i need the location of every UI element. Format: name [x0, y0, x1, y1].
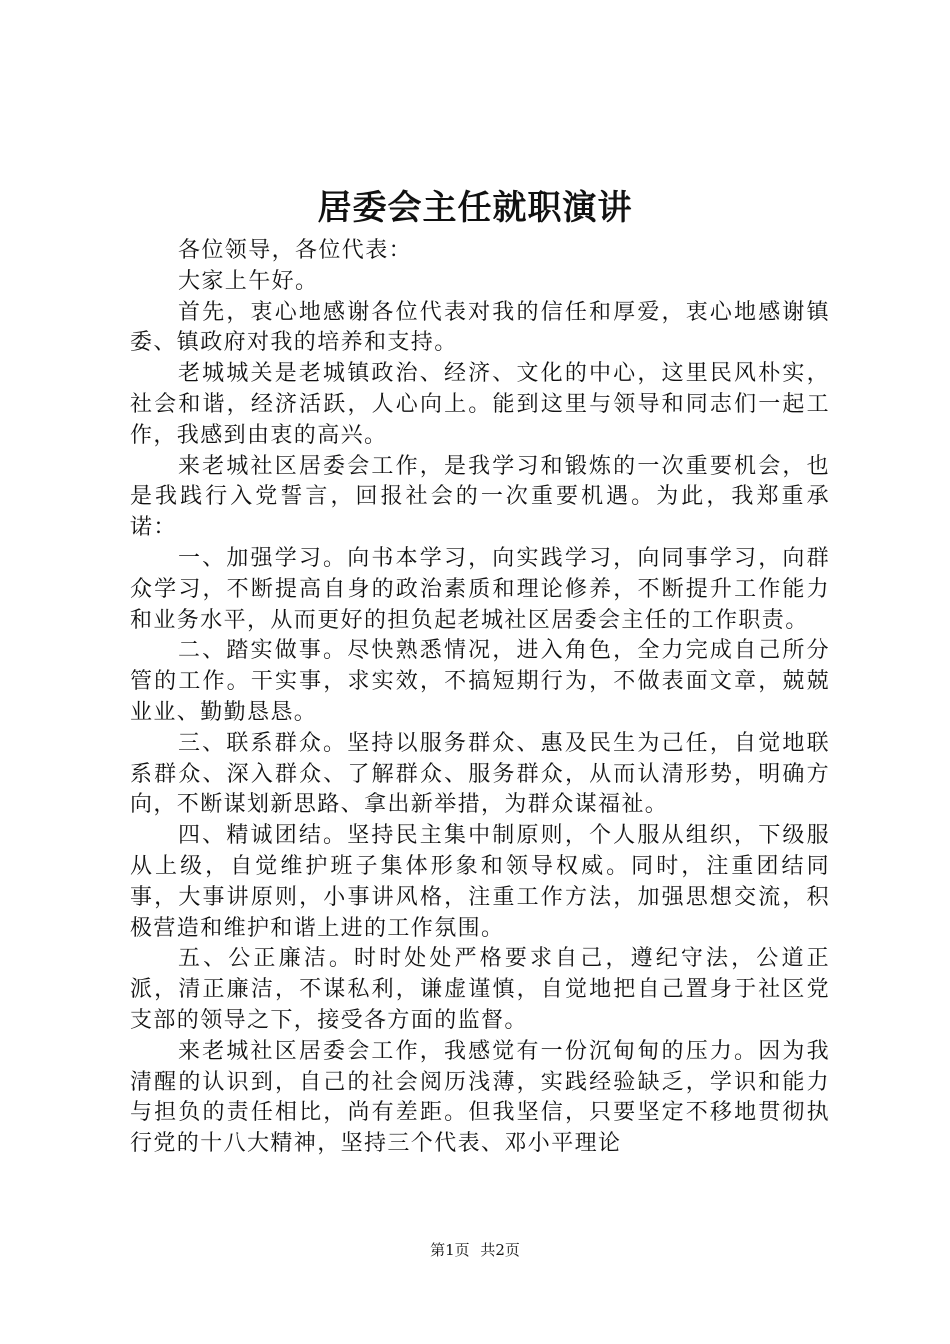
- paragraph: 首先，衷心地感谢各位代表对我的信任和厚爱，衷心地感谢镇委、镇政府对我的培养和支持。: [130, 299, 830, 356]
- paragraph: 各位领导，各位代表：: [178, 238, 413, 263]
- paragraph: 二、踏实做事。尽快熟悉情况，进入角色，全力完成自己所分管的工作。干实事，求实效，不搞短期行为，不做表面文章，兢兢业业、勤勤恳恳。: [130, 638, 830, 725]
- paragraph: 四、精诚团结。坚持民主集中制原则，个人服从组织，下级服从上级，自觉维护班子集体形象和领导权威。同时，注重团结同事，大事讲原则，小事讲风格，注重工作方法，加强思想交流，积极营造和维护和谐上进的工作氛围。: [130, 823, 830, 941]
- paragraph: 来老城社区居委会工作，我感觉有一份沉甸甸的压力。因为我清醒的认识到，自己的社会阅历浅薄，实践经验缺乏，学识和能力与担负的责任相比，尚有差距。但我坚信，只要坚定不移地贯彻执行党的十八大精神，坚持三个代表、邓小平理论: [130, 1038, 830, 1157]
- paragraph: 老城城关是老城镇政治、经济、文化的中心，这里民风朴实，社会和谐，经济活跃，人心向上。能到这里与领导和同志们一起工作，我感到由衷的高兴。: [130, 361, 830, 448]
- page-total: 共2页: [480, 1241, 520, 1259]
- paragraph: 一、加强学习。向书本学习，向实践学习，向同事学习，向群众学习，不断提高自身的政治素质和理论修养，不断提升工作能力和业务水平，从而更好的担负起老城社区居委会主任的工作职责。: [130, 545, 830, 633]
- page-footer: [0, 1240, 950, 1260]
- paragraph: 大家上午好。: [178, 268, 319, 294]
- paragraph: 五、公正廉洁。时时处处严格要求自己，遵纪守法，公道正派，清正廉洁，不谋私利，谦虚谨慎，自觉地把自己置身于社区党支部的领导之下，接受各方面的监督。: [130, 946, 830, 1033]
- paragraph: 来老城社区居委会工作，是我学习和锻炼的一次重要机会，也是我践行入党誓言，回报社会的一次重要机遇。为此，我郑重承诺：: [130, 453, 830, 541]
- document-title: 居委会主任就职演讲: [317, 188, 633, 228]
- paragraph: 三、联系群众。坚持以服务群众、惠及民生为己任，自觉地联系群众、深入群众、了解群众、服务群众，从而认清形势，明确方向，不断谋划新思路、拿出新举措，为群众谋福祉。: [130, 730, 830, 818]
- page-number: 第1页: [430, 1241, 470, 1259]
- document-body: [130, 236, 830, 1160]
